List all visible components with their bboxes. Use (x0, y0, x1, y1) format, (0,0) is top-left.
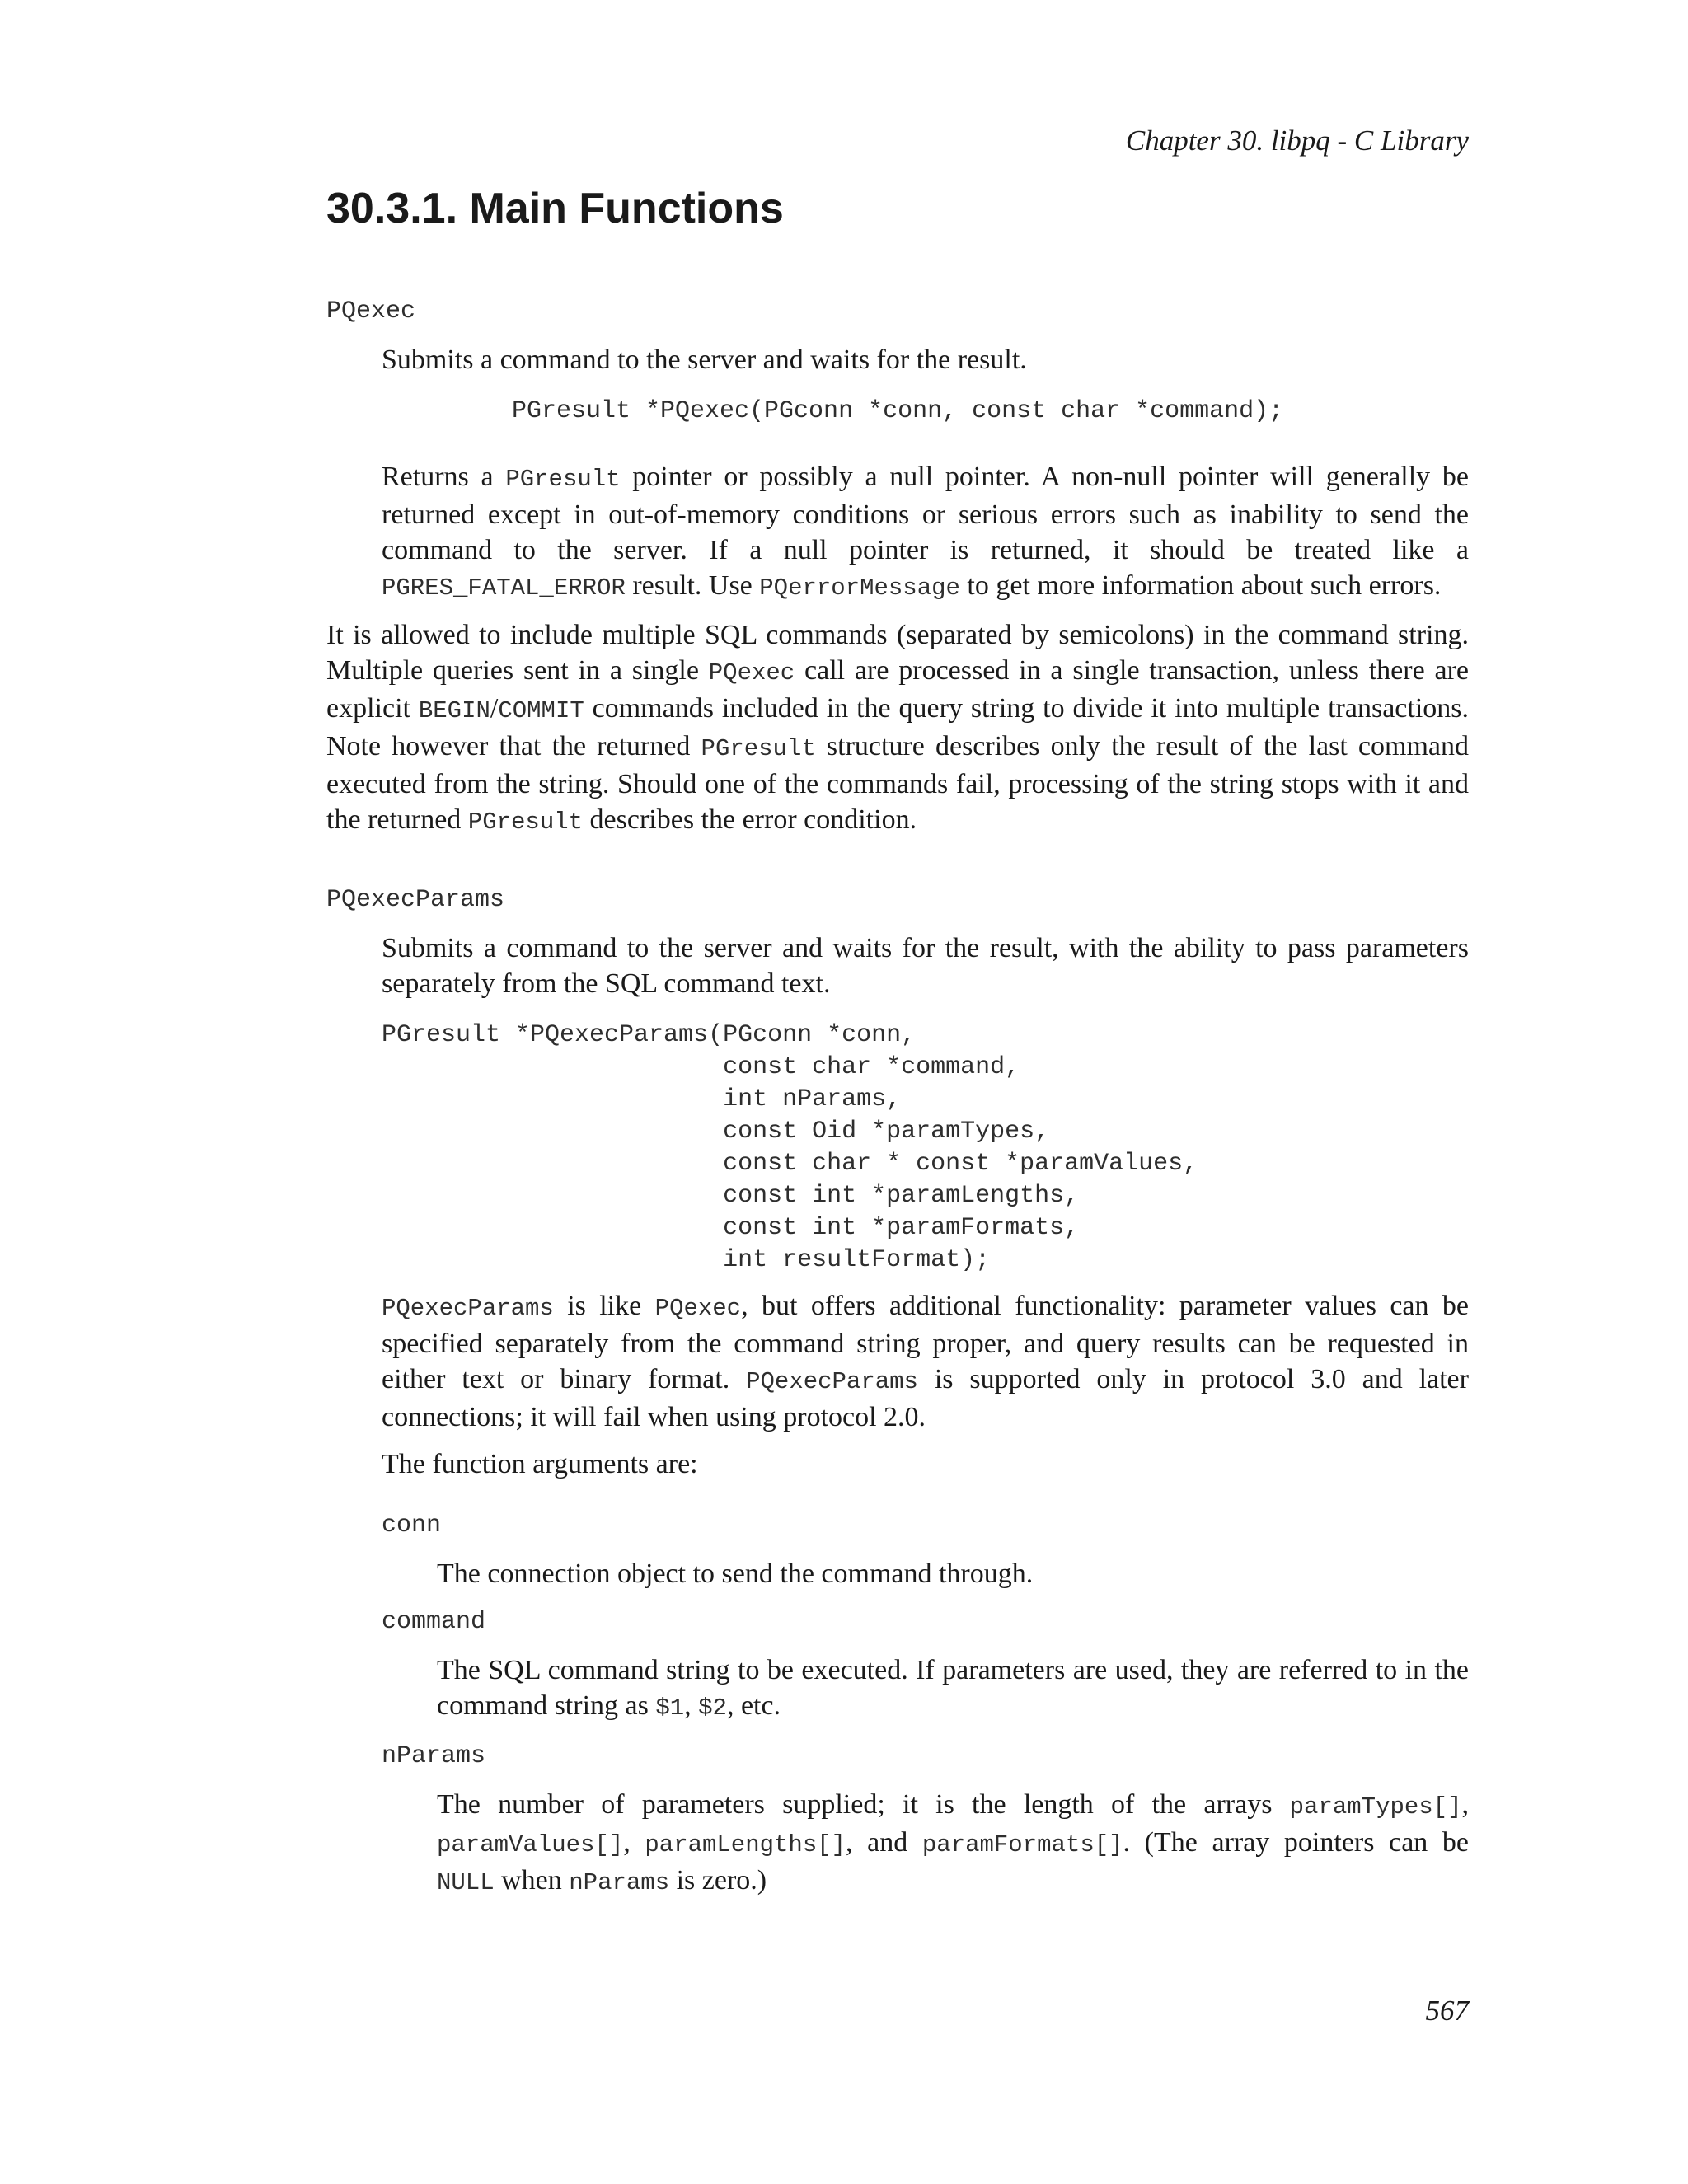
page-content (326, 293, 1469, 1900)
pqexec-returns-paragraph (382, 459, 1469, 606)
text-run: pointer or possibly a null pointer. A non-null pointer will generally be returned except in out-of-memory conditions or serious errors such as inability to send the command to the server. If a null pointer is returned, it should be treated like a (382, 462, 1469, 565)
text-run: call are processed in a single transaction, unless there are explicit (326, 655, 1469, 724)
text-run: is supported only in protocol 3.0 and later connections; it will fail when using protocol 2.0. (382, 1364, 1469, 1432)
arg-term-conn: conn (382, 1511, 442, 1540)
pqexecparams-summary: Submits a command to the server and waits for the result, with the ability to pass parameters separately from the SQL command text. (382, 933, 1469, 999)
text-run: structure describes only the result of the last command executed from the string. Should one of the commands fail, processing of the string stops with it and the returned (326, 731, 1469, 835)
running-header: Chapter 30. libpq - C Library (1125, 124, 1469, 157)
code-paramlengths: paramLengths[] (645, 1831, 846, 1858)
pqexec-multi-command-paragraph (326, 617, 1469, 840)
text-run: The number of parameters supplied; it is the length of the arrays (437, 1789, 1290, 1820)
section-title: 30.3.1. Main Functions (326, 185, 784, 232)
text-run: It is allowed to include multiple SQL commands (separated by semicolons) in the command string. Multiple queries sent in a single (326, 620, 1469, 686)
code-pgresult: PGresult (701, 735, 816, 762)
code-pqexec: PQexec (708, 659, 795, 687)
document-page (326, 0, 1469, 2184)
code-pgresult: PGresult (505, 466, 621, 493)
arg-desc-nparams (437, 1787, 1469, 1900)
term-pqexec: PQexec (326, 298, 416, 326)
text-run: , (684, 1690, 699, 1721)
text-run: commands included in the query string to divide it into multiple transactions. Note however that the returned (326, 693, 1470, 762)
text-run: , etc. (726, 1690, 781, 1721)
code-pqerrormessage: PQerrorMessage (759, 574, 960, 602)
pqexecparams-description (382, 1288, 1469, 1435)
text-run: / (490, 693, 499, 724)
text-run: , and (846, 1827, 922, 1858)
text-run: , (623, 1827, 645, 1858)
text-run: , (1461, 1789, 1469, 1820)
pqexec-synopsis: PGresult *PQexec(PGconn *conn, const char *command); (512, 397, 1284, 425)
text-run: is zero.) (669, 1865, 767, 1896)
code-dollar-1: $1 (655, 1694, 685, 1722)
code-commit: COMMIT (498, 697, 584, 724)
code-pgresult: PGresult (467, 808, 584, 836)
text-run: describes the error condition. (583, 804, 917, 835)
code-dollar-2: $2 (698, 1694, 727, 1722)
text-run: Returns a (382, 462, 506, 492)
term-pqexecparams: PQexecParams (326, 886, 505, 914)
text-run: when (494, 1865, 570, 1896)
arg-desc-conn: The connection object to send the command through. (437, 1558, 1034, 1589)
code-nparams: nParams (569, 1869, 670, 1896)
text-run: The SQL command string to be executed. If parameters are used, they are referred to in the command string as (437, 1655, 1469, 1721)
code-pgres-fatal-error: PGRES_FATAL_ERROR (382, 574, 626, 602)
code-null: NULL (437, 1869, 495, 1896)
code-begin: BEGIN (418, 697, 490, 724)
pqexec-summary: Submits a command to the server and waits for the result. (382, 344, 1027, 375)
arg-term-command: command (382, 1608, 486, 1636)
page-number: 567 (1425, 1994, 1469, 2027)
arg-term-nparams: nParams (382, 1742, 486, 1770)
text-run: result. Use (625, 570, 760, 601)
code-pqexec: PQexec (654, 1295, 742, 1322)
text-run: , but offers additional functionality: parameter values can be specified separately from the command string proper, and query results can be requested in either text or binary format. (382, 1291, 1469, 1394)
code-paramformats: paramFormats[] (921, 1831, 1123, 1858)
pqexecparams-synopsis: PGresult *PQexecParams(PGconn *conn, const char *command, int nParams, const Oid *paramTypes, const char * const *paramValues, const int *paramLengths, const int *paramFormats, int resultFormat); (382, 1021, 1198, 1274)
code-pqexecparams: PQexecParams (382, 1295, 554, 1322)
text-run: . (The array pointers can be (1123, 1827, 1470, 1858)
text-run: to get more information about such errors. (959, 570, 1442, 601)
code-paramvalues: paramValues[] (437, 1831, 624, 1858)
code-paramtypes: paramTypes[] (1289, 1793, 1462, 1821)
code-pqexecparams: PQexecParams (746, 1368, 918, 1395)
function-arguments-intro: The function arguments are: (382, 1449, 698, 1479)
arg-desc-command (437, 1652, 1469, 1726)
text-run: is like (553, 1291, 655, 1321)
